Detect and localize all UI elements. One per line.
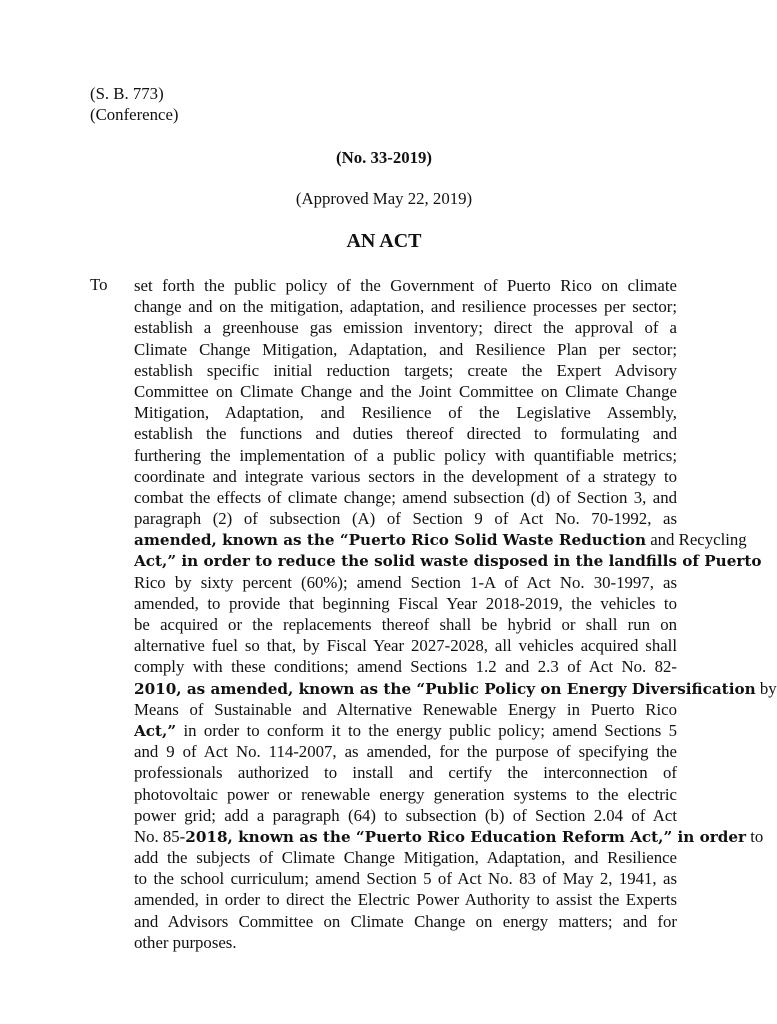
body-line	[134, 529, 747, 550]
body-line	[134, 656, 677, 677]
text-segment: to the school curriculum; amend Section 5 of Act No. 83 of May 2, 1941, as	[134, 869, 677, 889]
body-line	[134, 508, 677, 529]
body-line	[134, 762, 677, 783]
text-segment: and Advisors Committee on Climate Change on energy matters; and for	[134, 911, 677, 931]
body-line	[134, 275, 677, 296]
text-segment: coordinate and integrate various sectors in the development of a strategy to	[134, 466, 677, 486]
text-segment: photovoltaic power or renewable energy generation systems to the electric	[134, 784, 677, 804]
text-segment: alternative fuel so that, by Fiscal Year 2027-2028, all vehicles acquired shall	[134, 636, 677, 656]
body-line	[134, 741, 677, 762]
body-line	[134, 847, 677, 868]
text-segment: establish a greenhouse gas emission inventory; direct the approval of a	[134, 318, 677, 338]
approval-date: (Approved May 22, 2019)	[295, 189, 473, 208]
bold-text-segment: 2018, known as the “Puerto Rico Education Reform Act,” in order	[185, 827, 747, 846]
body-line	[134, 402, 677, 423]
text-segment: be acquired or the replacements thereof shall be hybrid or shall run on	[134, 615, 677, 634]
body-line	[134, 572, 677, 593]
body-line	[134, 826, 764, 847]
bill-number: (S. B. 773)	[90, 84, 164, 103]
text-segment: Committee on Climate Change and the Joint Committee on Climate Change	[134, 381, 677, 401]
text-segment: to	[746, 826, 764, 846]
body-line	[134, 550, 762, 571]
text-segment: in order to conform it to the energy public policy; amend Sections 5	[176, 720, 677, 740]
text-segment: furthering the implementation of a public policy with quantifiable metrics;	[134, 445, 677, 465]
bill-stage: (Conference)	[90, 105, 179, 124]
text-segment: No. 85-	[134, 826, 186, 846]
to-label: To	[90, 275, 108, 294]
bold-text-segment: Act,” in order to reduce the solid waste disposed in the landfills of Puerto	[134, 552, 762, 571]
body-line	[134, 784, 677, 805]
body-line	[134, 593, 677, 614]
body-line	[134, 678, 777, 699]
body-line	[134, 296, 677, 317]
text-segment: add the subjects of Climate Change Mitigation, Adaptation, and Resilience	[134, 848, 677, 868]
body-line	[134, 445, 677, 466]
body-line	[134, 911, 677, 932]
text-segment: power grid; add a paragraph (64) to subsection (b) of Section 2.04 of Act	[134, 805, 677, 825]
text-segment: professionals authorized to install and certify the interconnection of	[134, 763, 677, 783]
text-segment: Means of Sustainable and Alternative Renewable Energy in Puerto Rico	[134, 699, 677, 719]
body-line	[134, 317, 677, 338]
body-line	[134, 381, 677, 402]
text-segment: Climate Change Mitigation, Adaptation, and Resilience Plan per sector;	[134, 339, 677, 359]
text-segment: establish the functions and duties thereof directed to formulating and	[134, 424, 677, 444]
text-segment: combat the effects of climate change; amend subsection (d) of Section 3, and	[134, 487, 677, 507]
body-line	[134, 487, 677, 508]
text-segment: Rico by sixty percent (60%); amend Section 1-A of Act No. 30-1997, as	[134, 572, 677, 592]
act-title: AN ACT	[346, 230, 422, 252]
body-line	[134, 339, 677, 360]
text-segment: amended, to provide that beginning Fiscal Year 2018-2019, the vehicles to	[134, 593, 677, 613]
body-line	[134, 889, 677, 910]
body-line	[134, 699, 677, 720]
text-segment: by	[755, 678, 777, 698]
text-segment: establish specific initial reduction targets; create the Expert Advisory	[134, 360, 677, 380]
body-line	[134, 423, 677, 444]
body-line	[134, 932, 677, 953]
body-line	[134, 466, 677, 487]
bold-text-segment: Act,”	[134, 721, 177, 740]
text-segment: comply with these conditions; amend Sections 1.2 and 2.3 of Act No. 82-	[134, 657, 677, 677]
text-segment: and Recycling	[646, 530, 747, 550]
body-line	[134, 868, 677, 889]
body-line	[134, 720, 677, 741]
text-segment: Mitigation, Adaptation, and Resilience of the Legislative Assembly,	[134, 403, 677, 423]
bold-text-segment: amended, known as the “Puerto Rico Solid Waste Reduction	[134, 531, 647, 550]
body-line	[134, 635, 677, 656]
body-line	[134, 614, 677, 635]
text-segment: change and on the mitigation, adaptation, and resilience processes per sector;	[134, 297, 677, 317]
text-segment: amended, in order to direct the Electric Power Authority to assist the Experts	[134, 890, 677, 910]
act-body-text	[134, 275, 777, 953]
text-segment: paragraph (2) of subsection (A) of Section 9 of Act No. 70-1992, as	[134, 509, 677, 529]
text-segment: set forth the public policy of the Government of Puerto Rico on climate	[134, 276, 677, 295]
bill-header	[90, 83, 179, 125]
act-number: (No. 33-2019)	[335, 148, 432, 167]
bold-text-segment: 2010, as amended, known as the “Public Policy on Energy Diversification	[134, 679, 756, 698]
text-segment: other purposes.	[134, 932, 237, 952]
body-line	[134, 805, 677, 826]
body-line	[134, 360, 677, 381]
text-segment: and 9 of Act No. 114-2007, as amended, for the purpose of specifying the	[134, 742, 677, 762]
